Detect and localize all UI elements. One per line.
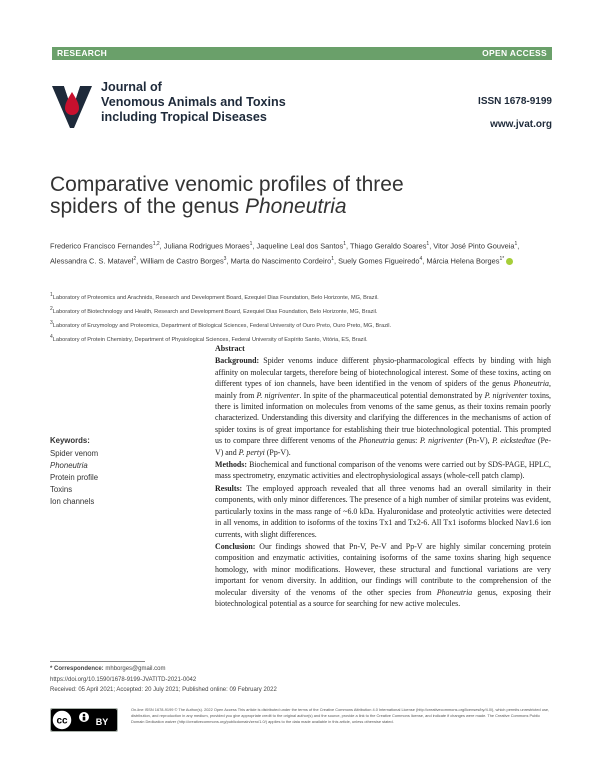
license-text: On-line ISSN 1678-9199 © The Author(s). 2022 Open Access This article is distributed under the terms of the Creative Commons Attribution 4.0 International License (http://creativecommons.org/licenses/by/4.0/), which permits unrestricted use, distribution, and reproduction in any medium, provided you give appropriate credit to the original author(s) and the source, provide a link to the Creative Commons license, and indicate if changes were made. The Creative Commons Public Domain Dedication waiver (http://creativecommons.org/publicdomain/zero/1.0/) applies to the data made available in this article, unless otherwise stated. (131, 707, 550, 725)
author-affil-sup: 2 (133, 255, 137, 262)
abstract-methods: Methods: Biochemical and functional comparison of the venoms were carried out by SDS-PAGE, HPLC, mass spectrometry, enzymatic activities and electrophysiological assays (whole-cell patch clamp). (215, 460, 551, 481)
orcid-icon[interactable] (506, 258, 513, 265)
abstract-background: Background: Spider venoms induce different physio-pharmacological effects by binding with high affinity on molecular targets, therefore being of biotechnological interest. Some of these toxins, acting on different types of ion channels, have been identified in the venom of spiders of the genus Phoneutria, mainly from P. nigriventer. In spite of the pharmaceutical potential demonstrated by P. nigriventer toxins, there is limited information on molecules from venoms of the same genus, as their toxins remain poorly characterized. Understanding this diversity and clarifying the differences in the mechanisms of action of spider toxins is of great importance for establishing their true biotechnological potential. This prompted us to compare three different venoms of the Phoneutria genus: P. nigriventer (Pn-V), P. eickstedtae (Pe-V) and P. pertyi (Pp-V). (215, 356, 552, 457)
journal-website-link[interactable]: www.jvat.org (490, 119, 552, 130)
author-affil-sup: 1,2 (152, 241, 160, 247)
doi-link[interactable]: https://doi.org/10.1590/1678-9199-JVATITD-2021-0042 (50, 676, 197, 683)
journal-title[interactable] (101, 80, 286, 125)
keyword-item: Phoneutria (50, 461, 88, 470)
author-affil-sup: 1 (249, 241, 253, 247)
keyword-item: Protein profile (50, 473, 99, 482)
author-list: Frederico Francisco Fernandes$^{1,2}$, Juliana Rodrigues Moraes$^1$, Jaqueline Leal dos Santos$^1$, Thiago Geraldo Soares$^1$, Vitor José Pinto Gouveia$^1$, Alessandra C. S. Matavel$^2$, William de Castro Borges$^3$, Marta do Nascimento Cordeiro$^1$, Suely Gomes Figueiredo$^4$, Márcia Helena Borges$^{1*}$ (50, 241, 520, 266)
title-line1: Comparative venomic profiles of three (50, 173, 404, 196)
author[interactable]: William de Castro Borges (140, 256, 224, 266)
journal-title-line2: Venomous Animals and Toxins (101, 95, 286, 109)
author-affil-sup: 1 (426, 241, 430, 247)
publication-dates: Received: 05 April 2021; Accepted: 20 July 2021; Published online: 09 February 2022 (50, 687, 277, 693)
article-title (50, 174, 470, 218)
author[interactable]: Vitor José Pinto Gouveia (433, 241, 515, 251)
title-line2: spiders of the genus (50, 195, 245, 218)
journal-title-line3: including Tropical Diseases (101, 110, 267, 124)
title-genus: Phoneutria (244, 195, 347, 218)
author[interactable]: Alessandra C. S. Matavel (50, 256, 134, 266)
author[interactable]: Suely Gomes Figueiredo (338, 256, 420, 266)
affiliation-item: $^3$Laboratory of Enzymology and Proteomics, Department of Biological Sciences, Federal University of Ouro Preto, Ouro Preto, MG, Brazil. (50, 319, 392, 329)
svg-text:BY: BY (95, 717, 109, 727)
author[interactable]: Frederico Francisco Fernandes (50, 241, 153, 251)
keywords-heading: Keywords: (50, 436, 90, 445)
correspondence-email-link[interactable]: mhborges@gmail.com (103, 666, 166, 672)
section-label: RESEARCH (57, 48, 108, 58)
journal-logo-icon (50, 80, 94, 130)
correspondence: * Correspondence: mhborges@gmail.com (50, 666, 166, 672)
affiliation-item: $^1$Laboratory of Proteomics and Arachnids, Research and Development Board, Ezequiel Dias Foundation, Belo Horizonte, MG, Brazil. (50, 292, 379, 301)
abstract-results: Results: The employed approach revealed that all three venoms had an overall similarity in their components, with only minor differences. The presence of a high number of similar proteins was evident, particularly toxins in the mass range of ~6.0 kDa. Hyaluronidase and proteolytic activities were detected in all venoms, in addition to isoforms of the toxins Tx1 and Tx2-6. All Tx1 isoforms blocked Nav1.6 ion currents, with slight differences. (215, 483, 551, 539)
affiliation-item: $^4$Laboratory of Protein Chemistry, Department of Physiological Sciences, Federal University of Espírito Santo, Vitória, ES, Brazil. (50, 333, 368, 343)
keyword-item: Ion channels (50, 497, 95, 506)
top-banner (52, 47, 552, 60)
keyword-item: Toxins (50, 485, 73, 494)
author[interactable]: Jaqueline Leal dos Santos (256, 241, 344, 251)
issn: ISSN 1678-9199 (478, 96, 552, 107)
affiliations (50, 290, 550, 345)
affiliation-item: $^2$Laboratory of Biotechnology and Health, Research and Development Board, Ezequiel Dias Foundation, Belo Horizonte, MG, Brazil. (50, 305, 378, 315)
author[interactable]: Thiago Geraldo Soares (349, 241, 427, 251)
author-affil-sup: 4 (419, 255, 423, 262)
keywords-panel (50, 435, 98, 508)
svg-text:cc: cc (56, 715, 68, 727)
abstract-conclusion: Conclusion: Our findings showed that Pn-V, Pe-V and Pp-V are highly similar concerning protein composition and enzymatic activities, containing isoforms of the same toxins sharing high sequence homology, with minor modifications. However, these structural and functional variations are very important for venom diversity. In addition, our findings will contribute to the comprehension of the molecular diversity of the venoms of the other species from Phoneutria genus, exposing their biotechnological potential as a source for searching for new active molecules. (215, 541, 551, 608)
author[interactable]: Juliana Rodrigues Moraes (163, 241, 250, 251)
author-affil-sup: 1* (499, 255, 505, 262)
author-affil-sup: 1 (331, 255, 334, 262)
cc-by-license-icon[interactable] (50, 708, 118, 732)
abstract-heading: Abstract (215, 344, 245, 353)
open-access-label: OPEN ACCESS (482, 48, 547, 58)
footnotes (50, 664, 277, 696)
author-affil-sup: 1 (343, 241, 346, 247)
footnote-divider (50, 661, 145, 662)
author-affil-sup: 3 (223, 255, 227, 262)
abstract (215, 343, 551, 610)
keyword-item: Spider venom (50, 449, 99, 458)
journal-title-line1: Journal of (101, 80, 162, 94)
author[interactable]: Márcia Helena Borges (426, 256, 500, 266)
author-affil-sup: 1 (514, 241, 518, 247)
author[interactable]: Marta do Nascimento Cordeiro (230, 256, 332, 266)
